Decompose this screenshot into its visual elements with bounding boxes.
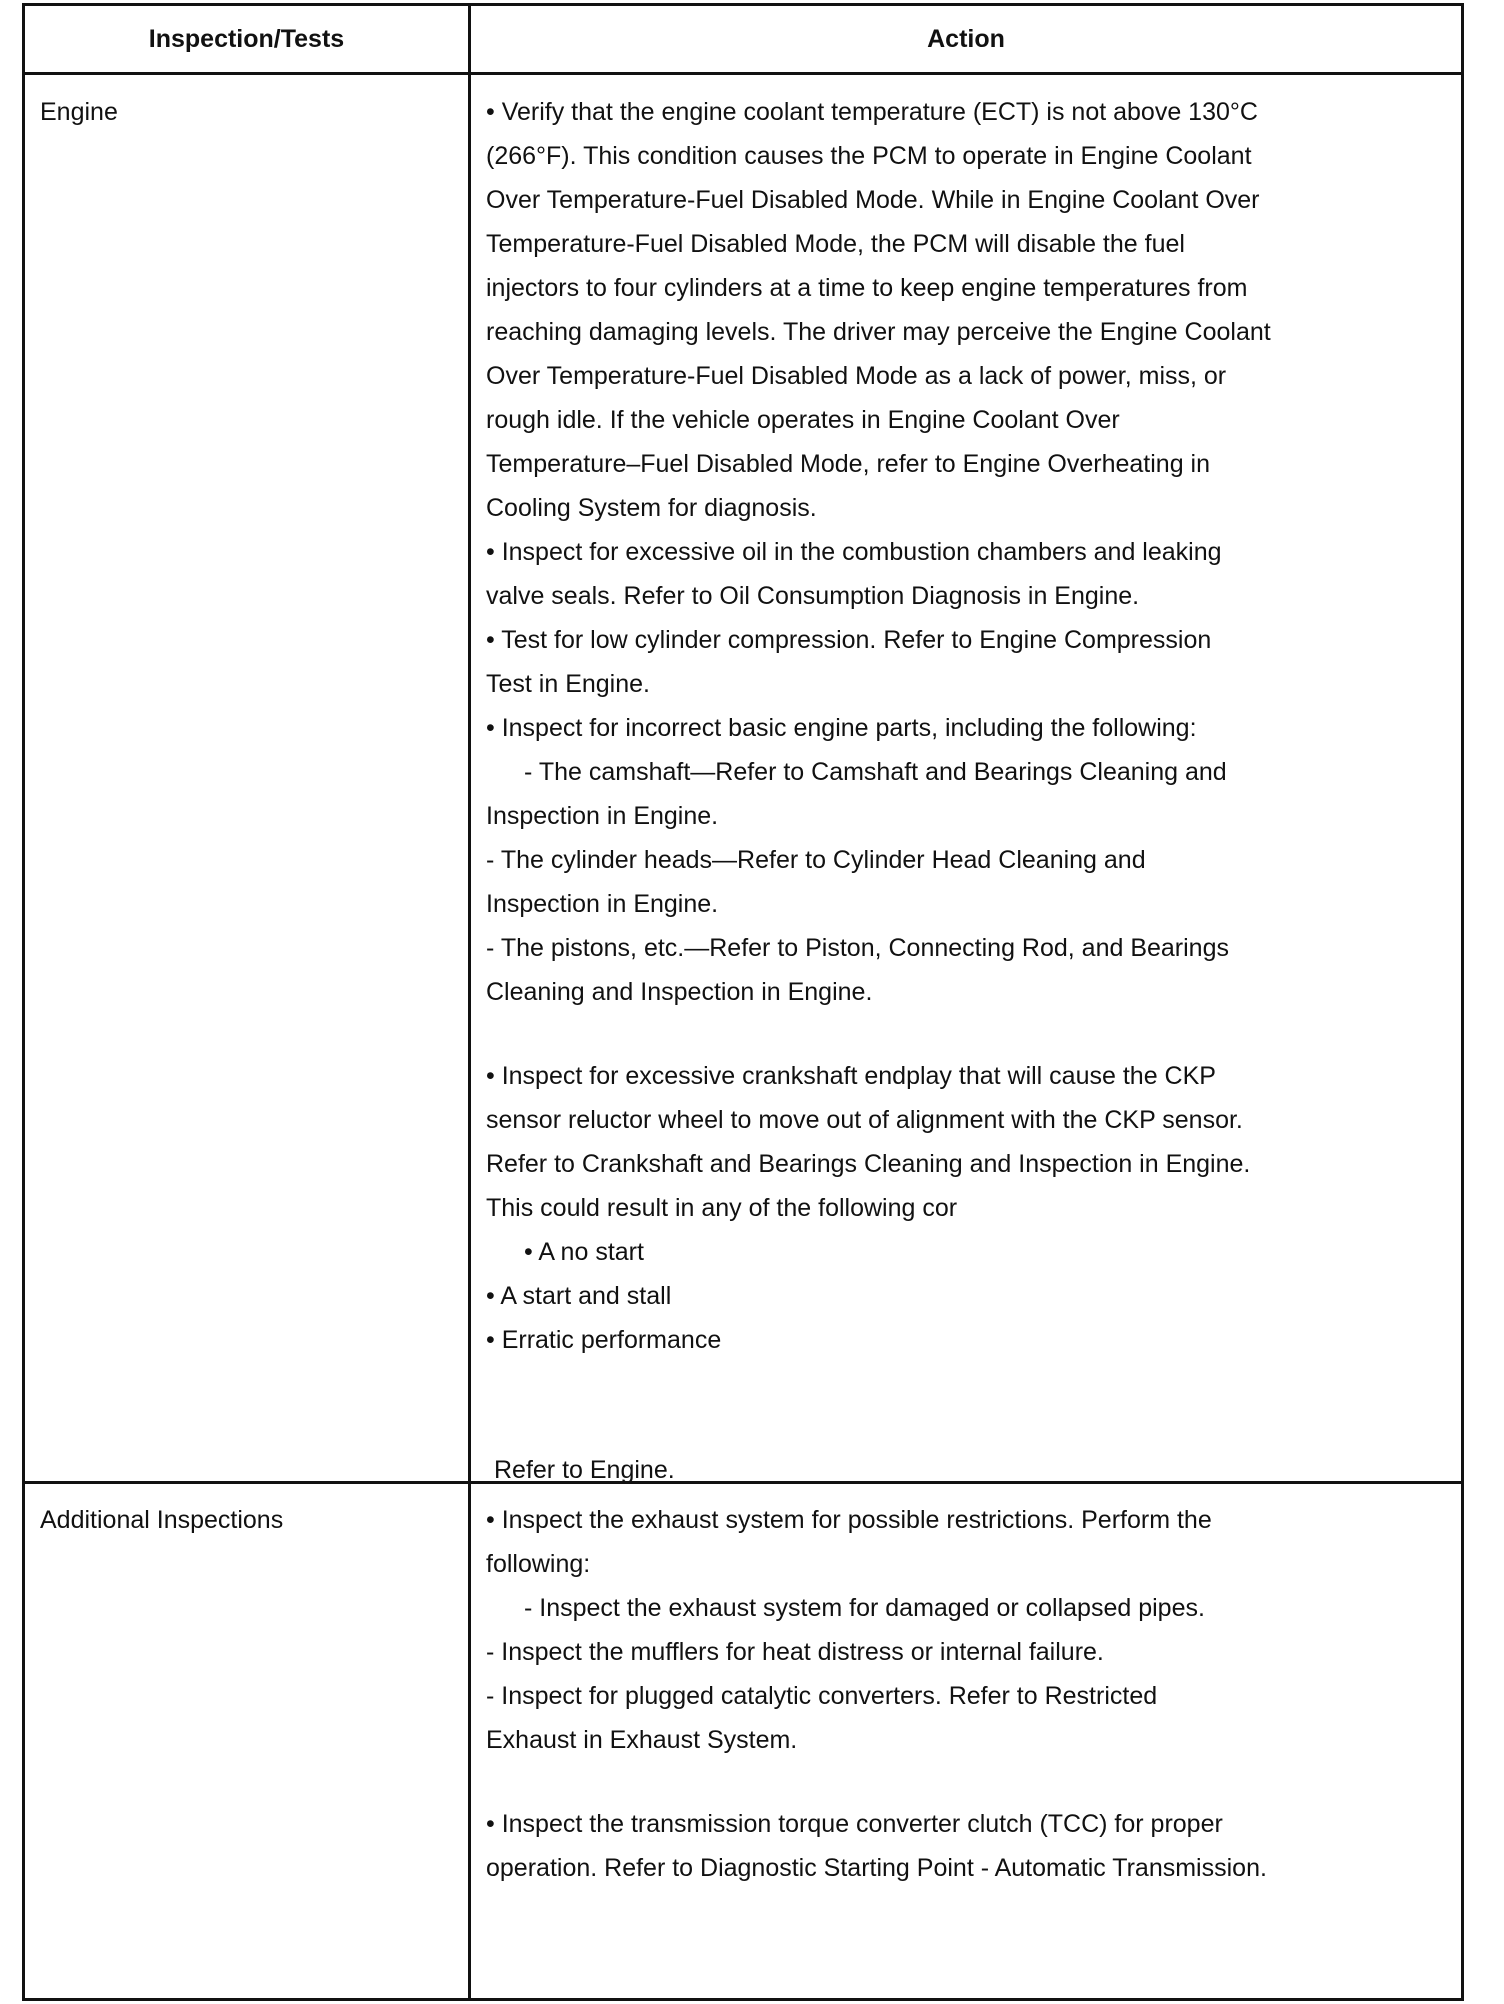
action-line: injectors to four cylinders at a time to keep engine temperatures from [486,274,1248,302]
inspection-table [22,3,1464,2001]
action-line: • Inspect for incorrect basic engine parts, including the following: [486,714,1197,742]
action-line: Cleaning and Inspection in Engine. [486,978,873,1006]
action-line: Test in Engine. [486,670,650,698]
action-line: Inspection in Engine. [486,802,719,830]
action-line: - Inspect the exhaust system for damaged or collapsed pipes. [524,1594,1205,1622]
action-line: Exhaust in Exhaust System. [486,1726,798,1754]
engine-action-text [486,90,1446,1492]
action-line: - Inspect the mufflers for heat distress or internal failure. [486,1638,1104,1666]
action-line: • Inspect for excessive oil in the combustion chambers and leaking [486,538,1222,566]
row-label-additional-inspections: Additional Inspections [40,1506,284,1534]
action-line: • Erratic performance [486,1326,722,1354]
action-line: • Inspect for excessive crankshaft endplay that will cause the CKP [486,1062,1216,1090]
row-label-engine: Engine [40,98,118,126]
action-line: (266°F). This condition causes the PCM to operate in Engine Coolant [486,142,1252,170]
action-line: - The cylinder heads—Refer to Cylinder Head Cleaning and [486,846,1146,874]
action-line: reaching damaging levels. The driver may perceive the Engine Coolant [486,318,1271,346]
action-line: rough idle. If the vehicle operates in Engine Coolant Over [486,406,1120,434]
header-inspection-tests: Inspection/Tests [148,24,345,53]
action-line: • A start and stall [486,1282,672,1310]
action-line: • Inspect the exhaust system for possible restrictions. Perform the [486,1506,1212,1534]
action-line: • Test for low cylinder compression. Refer to Engine Compression [486,626,1212,654]
action-line: Temperature-Fuel Disabled Mode, the PCM will disable the fuel [486,230,1185,258]
header-divider [25,72,1461,75]
action-line: Refer to Crankshaft and Bearings Cleaning and Inspection in Engine. [486,1150,1251,1178]
action-line: • Inspect the transmission torque converter clutch (TCC) for proper [486,1810,1223,1838]
action-line: Refer to Engine. [494,1456,675,1484]
action-line: valve seals. Refer to Oil Consumption Diagnosis in Engine. [486,582,1140,610]
action-line: Over Temperature-Fuel Disabled Mode as a lack of power, miss, or [486,362,1227,390]
action-line: - The pistons, etc.—Refer to Piston, Connecting Rod, and Bearings [486,934,1229,962]
action-line: Over Temperature-Fuel Disabled Mode. While in Engine Coolant Over [486,186,1260,214]
action-line: Cooling System for diagnosis. [486,494,817,522]
spacer [486,1362,1446,1448]
header-action: Action [927,24,1005,53]
action-line: Inspection in Engine. [486,890,719,918]
action-line: Temperature–Fuel Disabled Mode, refer to Engine Overheating in [486,450,1211,478]
column-divider [468,6,471,1998]
spacer [486,1762,1446,1802]
action-line: following: [486,1550,591,1578]
action-line: • A no start [524,1238,644,1266]
action-line: This could result in any of the following cor [486,1194,958,1222]
action-line: - The camshaft—Refer to Camshaft and Bearings Cleaning and [524,758,1227,786]
action-line: • Verify that the engine coolant temperature (ECT) is not above 130°C [486,98,1258,126]
action-line: sensor reluctor wheel to move out of alignment with the CKP sensor. [486,1106,1243,1134]
action-line: - Inspect for plugged catalytic converters. Refer to Restricted [486,1682,1158,1710]
additional-action-text [486,1498,1446,1890]
spacer [486,1014,1446,1054]
action-line: operation. Refer to Diagnostic Starting Point - Automatic Transmission. [486,1854,1267,1882]
